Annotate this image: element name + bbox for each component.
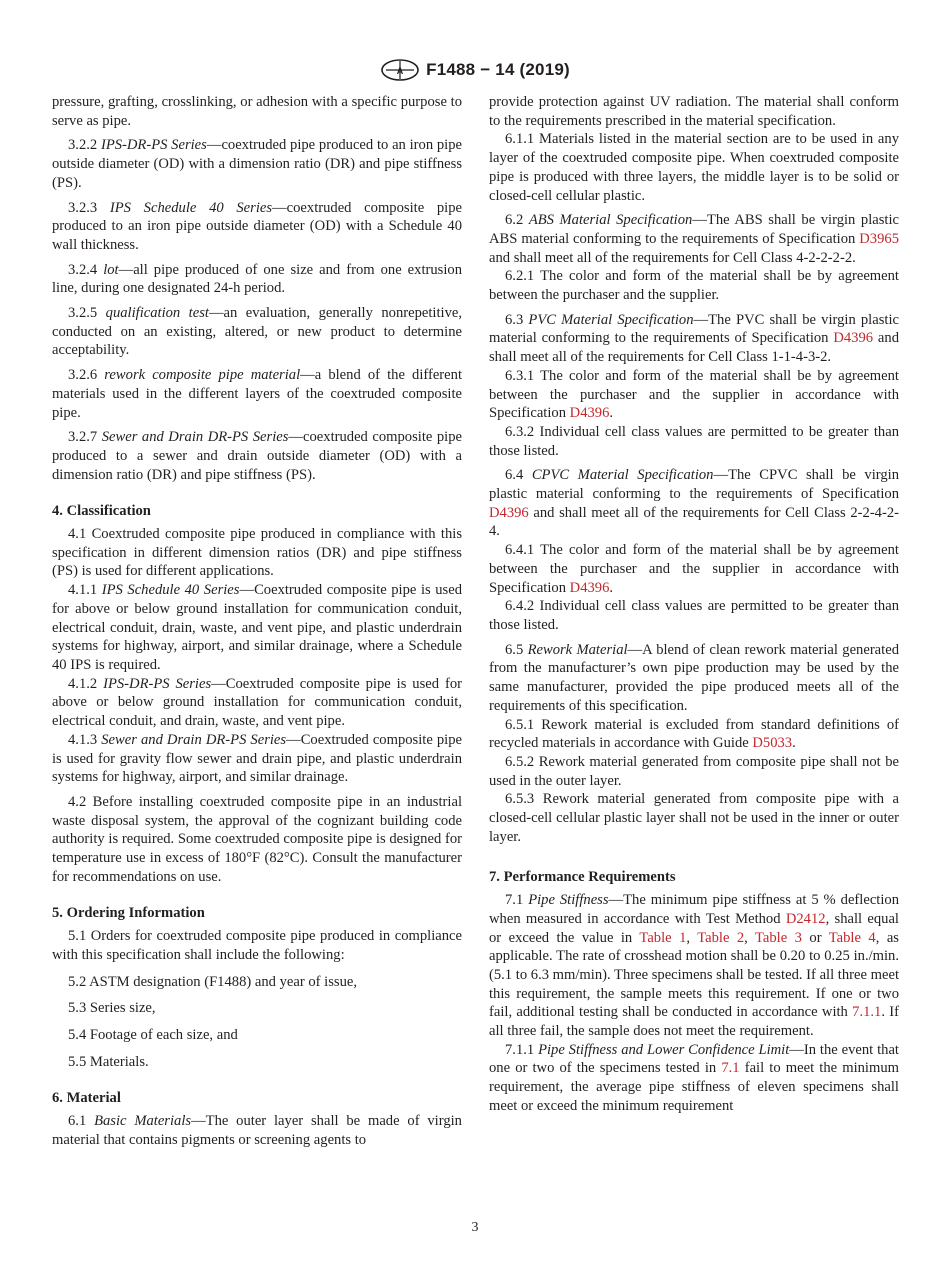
reference-link[interactable]: D5033: [752, 735, 793, 752]
section-5-3: 5.3 Series size,: [68, 1000, 156, 1017]
section-4-1-3: 4.1.3 Sewer and Drain DR-PS Series—Coextruded composite pipe is used for gravity flow sewer and drain pipe, and plastic underdrain systems for highway, airport, and similar drainage.: [52, 731, 462, 786]
section-6-5: 6.5 Rework Material—A blend of clean rework material generated from the manufacturer’s own pipe production may be used by the same manufacturer, provided the pipe produced meets all of the requirements of this specification.: [489, 641, 899, 714]
section-6-4-2: 6.4.2 Individual cell class values are permitted to be greater than those listed.: [489, 598, 899, 633]
section-5-5: 5.5 Materials.: [68, 1053, 149, 1070]
paragraph-continuation: provide protection against UV radiation. The material shall conform to the requirements prescribed in the material specification.: [489, 94, 899, 129]
section-4-2: 4.2 Before installing coextruded composite pipe in an industrial waste disposal system, the approval of the cognizant building code authority is required. Some coextruded composite pipe is designed for temperature use in excess of 180°F (82°C). Consult the manufacturer for recommendations on use.: [52, 793, 462, 885]
section-6-1-1: 6.1.1 Materials listed in the material section are to be used in any layer of the coextruded composite pipe. When coextruded composite pipe is produced with three layers, the middle layer is to be solid or closed-cell cellular plastic.: [489, 131, 899, 204]
section-3-2-5: 3.2.5 qualification test—an evaluation, generally nonrepetitive, conducted on an existing, altered, or new product to determine acceptability.: [52, 305, 462, 359]
section-6-5-1: 6.5.1 Rework material is excluded from standard definitions of recycled materials in accordance with Guide D5033.: [489, 716, 899, 752]
reference-link[interactable]: D4396: [569, 405, 610, 422]
section-5-2: 5.2 ASTM designation (F1488) and year of issue,: [68, 973, 358, 990]
heading-classification: 4. Classification: [52, 503, 151, 520]
section-3-2-7: 3.2.7 Sewer and Drain DR-PS Series—coextruded composite pipe produced to a sewer and drain outside diameter (OD) with a dimension ratio (DR) and pipe stiffness (PS).: [52, 429, 462, 483]
section-7-1-1: 7.1.1 Pipe Stiffness and Lower Confidence Limit—In the event that one or two of the specimens tested in 7.1 fail to meet the minimum requirement, the average pipe stiffness of eleven specimens shall meet or exceed the minimum requirement: [489, 1041, 899, 1114]
section-5-4: 5.4 Footage of each size, and: [68, 1026, 238, 1043]
section-6-2: 6.2 ABS Material Specification—The ABS shall be virgin plastic ABS material conforming to the requirements of Specification D3965 and shall meet all of the requirements for Cell Class 4-2-2-2-2.: [489, 212, 899, 266]
page-number: 3: [471, 1220, 479, 1235]
section-6-4: 6.4 CPVC Material Specification—The CPVC shall be virgin plastic material conforming to the requirements of Specification D4396 and shall meet all of the requirements for Cell Class 2-2-4-2-4.: [489, 467, 899, 540]
reference-link[interactable]: D4396: [569, 579, 610, 596]
section-6-4-1: 6.4.1 The color and form of the material shall be by agreement between the purchaser and the supplier in accordance with Specification D4396.: [489, 542, 899, 596]
section-6-3: 6.3 PVC Material Specification—The PVC shall be virgin plastic material conforming to the requirements of Specification D4396 and shall meet all of the requirements for Cell Class 1-1-4-3-2.: [489, 311, 899, 366]
reference-link[interactable]: D4396: [489, 504, 529, 521]
page-header: [0, 56, 950, 84]
table-link[interactable]: Table 3: [755, 929, 802, 946]
table-link[interactable]: Table 4: [828, 929, 876, 946]
heading-material: 6. Material: [52, 1090, 121, 1107]
section-3-2-2: 3.2.2 IPS-DR-PS Series—coextruded pipe produced to an iron pipe outside diameter (OD) with a dimension ratio (DR) and pipe stiffness (PS).: [52, 137, 462, 191]
section-4-1: 4.1 Coextruded composite pipe produced in compliance with this specification in different dimension ratios (DR) and pipe stiffness (PS) is used for different applications.: [52, 526, 462, 580]
reference-link[interactable]: D3965: [859, 230, 899, 247]
heading-performance-requirements: 7. Performance Requirements: [489, 869, 676, 886]
section-4-1-1: 4.1.1 IPS Schedule 40 Series—Coextruded composite pipe is used for above or below ground installation for communication conduit, electrical conduit, drain, waste, and vent pipe, and plastic underdrain systems for highway, airport, and similar drainage, where a Schedule 40 IPS is required.: [52, 582, 463, 673]
section-6-3-1: 6.3.1 The color and form of the material shall be by agreement between the purchaser and the supplier in accordance with Specification D4396.: [489, 367, 899, 422]
section-4-1-2: 4.1.2 IPS-DR-PS Series—Coextruded composite pipe is used for above or below ground installation for communication conduit, electrical conduit, and drain, waste, and vent pipe.: [52, 675, 462, 730]
table-link[interactable]: Table 1: [639, 929, 687, 946]
paragraph-continuation: pressure, grafting, crosslinking, or adhesion with a specific purpose to serve as pipe.: [52, 94, 462, 129]
astm-logo-icon: [380, 59, 420, 81]
reference-link[interactable]: D2412: [785, 910, 826, 927]
right-column: [489, 93, 899, 1116]
section-link[interactable]: 7.1: [721, 1060, 740, 1077]
section-6-1: 6.1 Basic Materials—The outer layer shall be made of virgin material that contains pigments or screening agents to: [52, 1113, 462, 1148]
section-link[interactable]: 7.1.1: [852, 1004, 882, 1021]
section-6-2-1: 6.2.1 The color and form of the material shall be by agreement between the purchaser and the supplier.: [489, 268, 899, 304]
section-3-2-3: 3.2.3 IPS Schedule 40 Series—coextruded composite pipe produced to an iron pipe outside diameter (OD) with a Schedule 40 wall thickness.: [52, 199, 462, 253]
svg-text:A: A: [396, 66, 404, 76]
reference-link[interactable]: D4396: [833, 330, 874, 347]
section-3-2-6: 3.2.6 rework composite pipe material—a blend of the different materials used in the different layers of the coextruded composite pipe.: [52, 367, 462, 421]
section-3-2-4: 3.2.4 lot—all pipe produced of one size and from one extrusion line, during one designated 24-h period.: [52, 261, 462, 297]
left-column: [52, 93, 462, 1149]
section-5-1: 5.1 Orders for coextruded composite pipe produced in compliance with this specification shall include the following:: [52, 928, 462, 963]
section-6-5-2: 6.5.2 Rework material generated from composite pipe shall not be used in the outer layer.: [489, 753, 899, 789]
section-7-1: 7.1 Pipe Stiffness—The minimum pipe stiffness at 5 % deflection when measured in accordance with Test Method D2412, shall equal or exceed the value in Table 1, Table 2, Table 3 or Table 4, as applicable. The rate of crosshead motion shall be 0.20 to 0.25 in./min. (5.1 to 6.3 mm/min). Three specimens shall be tested. If all three meet this requirement, the sample meets this requirement. If one or two fail, additional testing shall be conducted in accordance with 7.1.1. If all three fail, the sample does not meet the requirement.: [489, 892, 900, 1040]
document-designation: F1488 − 14 (2019): [426, 60, 570, 79]
section-6-3-2: 6.3.2 Individual cell class values are permitted to be greater than those listed.: [489, 423, 899, 459]
table-link[interactable]: Table 2: [697, 929, 745, 946]
section-6-5-3: 6.5.3 Rework material generated from composite pipe with a closed-cell cellular plastic layer shall not be used in the inner or outer layer.: [489, 791, 899, 845]
heading-ordering-information: 5. Ordering Information: [52, 905, 205, 922]
